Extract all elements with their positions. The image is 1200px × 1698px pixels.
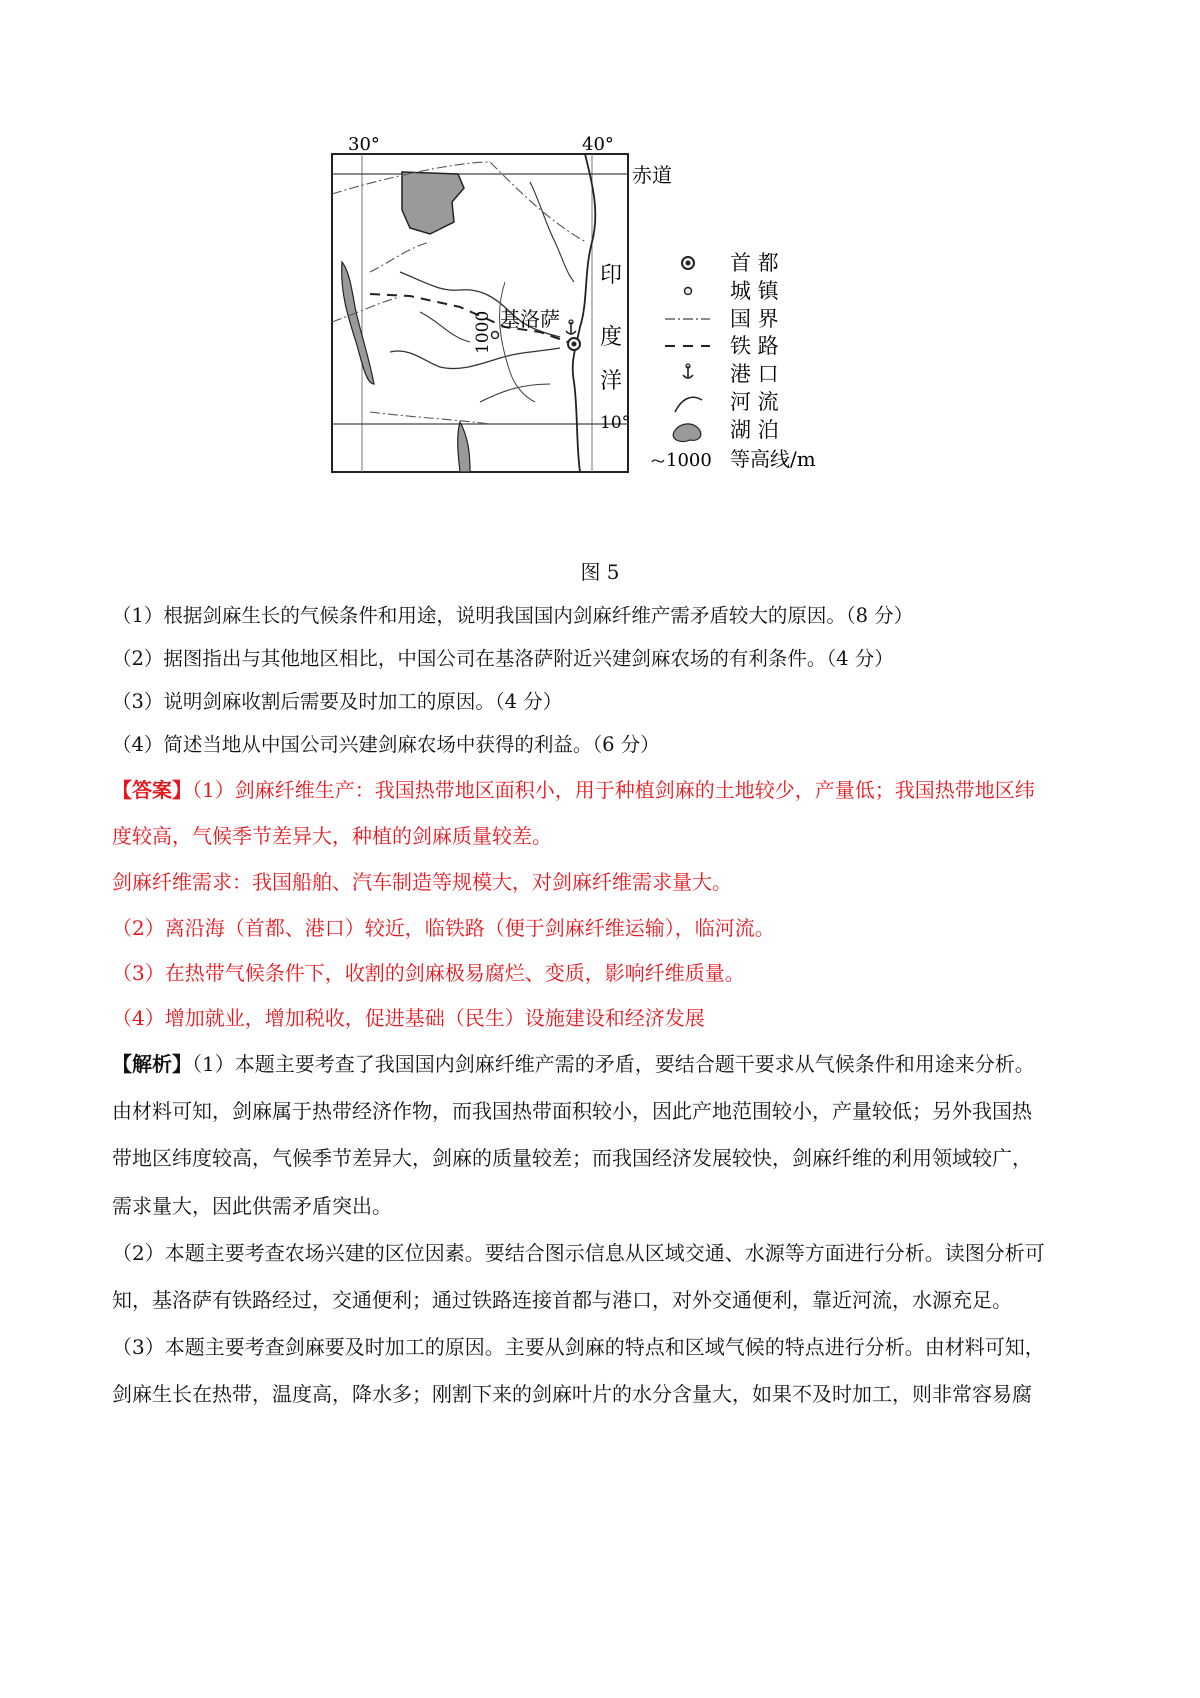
- river-5: [530, 182, 574, 282]
- contour-label: 1000: [473, 310, 493, 354]
- ocean-char-3: 洋: [600, 369, 623, 394]
- legend-label-border: 国 界: [730, 307, 779, 331]
- capital-dot: [572, 342, 577, 347]
- legend-contour-value: 1000: [666, 450, 712, 471]
- answer-text-1: （1）剑麻纤维生产：我国热带地区面积小，用于种植剑麻的土地较少，产量低；我国热带地区纬: [192, 778, 1035, 802]
- answer-line-6: （4）增加就业，增加税收，促进基础（民生）设施建设和经济发展: [112, 1006, 705, 1030]
- question-4: （4）简述当地从中国公司兴建剑麻农场中获得的利益。（6 分）: [112, 733, 660, 756]
- analysis-line-6: 知，基洛萨有铁路经过，交通便利；通过铁路连接首都与港口，对外交通便利，靠近河流，水源充足。: [112, 1288, 1012, 1312]
- answer-tag: 【答案】: [112, 778, 192, 802]
- analysis-text-1: （1）本题主要考查了我国国内剑麻纤维产需的矛盾，要结合题干要求从气候条件和用途来分析。: [192, 1052, 1035, 1076]
- lake-tanganyika: [342, 262, 374, 384]
- equator-label: 赤道: [632, 163, 672, 187]
- ocean-char-2: 度: [600, 325, 623, 350]
- contour-1000: [500, 282, 535, 402]
- analysis-line-4: 需求量大，因此供需矛盾突出。: [112, 1194, 392, 1218]
- river-4: [480, 384, 550, 402]
- lat-10-label: 10°: [600, 413, 631, 433]
- figure-caption: 图 5: [580, 560, 620, 584]
- analysis-line-7: （3）本题主要考查剑麻要及时加工的原因。主要从剑麻的特点和区域气候的特点进行分析。由材料可知，: [112, 1335, 1045, 1359]
- legend-label-port: 港 口: [730, 362, 779, 386]
- question-1: （1）根据剑麻生长的气候条件和用途，说明我国国内剑麻纤维产需矛盾较大的原因。（8 分）: [112, 604, 914, 627]
- analysis-line-3: 带地区纬度较高，气候季节差异大，剑麻的质量较差；而我国经济发展较快，剑麻纤维的利用领域较广，: [112, 1146, 1032, 1170]
- map-figure: [330, 122, 890, 522]
- legend-label-town: 城 镇: [730, 279, 779, 303]
- river-3: [420, 312, 470, 342]
- legend-port-icon: [683, 364, 693, 378]
- port-anchor-icon: [566, 320, 576, 334]
- analysis-line-8: 剑麻生长在热带，温度高，降水多；刚割下来的剑麻叶片的水分含量大，如果不及时加工，则非常容易腐: [112, 1382, 1032, 1406]
- legend-label-capital: 首 都: [730, 251, 779, 275]
- question-2: （2）据图指出与其他地区相比，中国公司在基洛萨附近兴建剑麻农场的有利条件。（4 分）: [112, 647, 894, 670]
- answer-line-2: 度较高，气候季节差异大，种植的剑麻质量较差。: [112, 824, 552, 848]
- legend-lake-icon: [673, 424, 701, 442]
- analysis-tag: 【解析】: [112, 1052, 192, 1076]
- legend-label-lake: 湖 泊: [730, 418, 779, 442]
- legend-town-icon: [685, 288, 692, 295]
- legend-river-icon: [675, 397, 702, 412]
- legend-contour-icon: [652, 460, 664, 462]
- answer-line-1: [112, 774, 1035, 803]
- lake-victoria: [402, 172, 464, 234]
- lon-30-label: 30°: [348, 134, 380, 155]
- legend: [652, 251, 816, 471]
- analysis-line-2: 由材料可知，剑麻属于热带经济作物，而我国热带面积较小，因此产地范围较小，产量较低；另外我国热: [112, 1099, 1032, 1123]
- legend-label-railway: 铁 路: [730, 334, 779, 358]
- ocean-char-1: 印: [600, 263, 623, 288]
- question-3: （3）说明剑麻收割后需要及时加工的原因。（4 分）: [112, 690, 563, 713]
- answer-line-3: 剑麻纤维需求：我国船舶、汽车制造等规模大，对剑麻纤维需求量大。: [112, 870, 732, 894]
- lon-40-label: 40°: [582, 134, 614, 155]
- city-label: 基洛萨: [500, 307, 560, 331]
- answer-line-4: （2）离沿海（首都、港口）较近，临铁路（便于剑麻纤维运输），临河流。: [112, 916, 775, 940]
- lake-malawi: [458, 422, 470, 472]
- analysis-line-1: [112, 1048, 1035, 1077]
- legend-label-contour: 等高线/m: [730, 447, 816, 471]
- legend-label-river: 河 流: [730, 390, 779, 414]
- map-svg: [330, 122, 890, 522]
- answer-line-5: （3）在热带气候条件下，收割的剑麻极易腐烂、变质，影响纤维质量。: [112, 961, 745, 985]
- analysis-line-5: （2）本题主要考查农场兴建的区位因素。要结合图示信息从区域交通、水源等方面进行分析。读图分析可: [112, 1241, 1045, 1265]
